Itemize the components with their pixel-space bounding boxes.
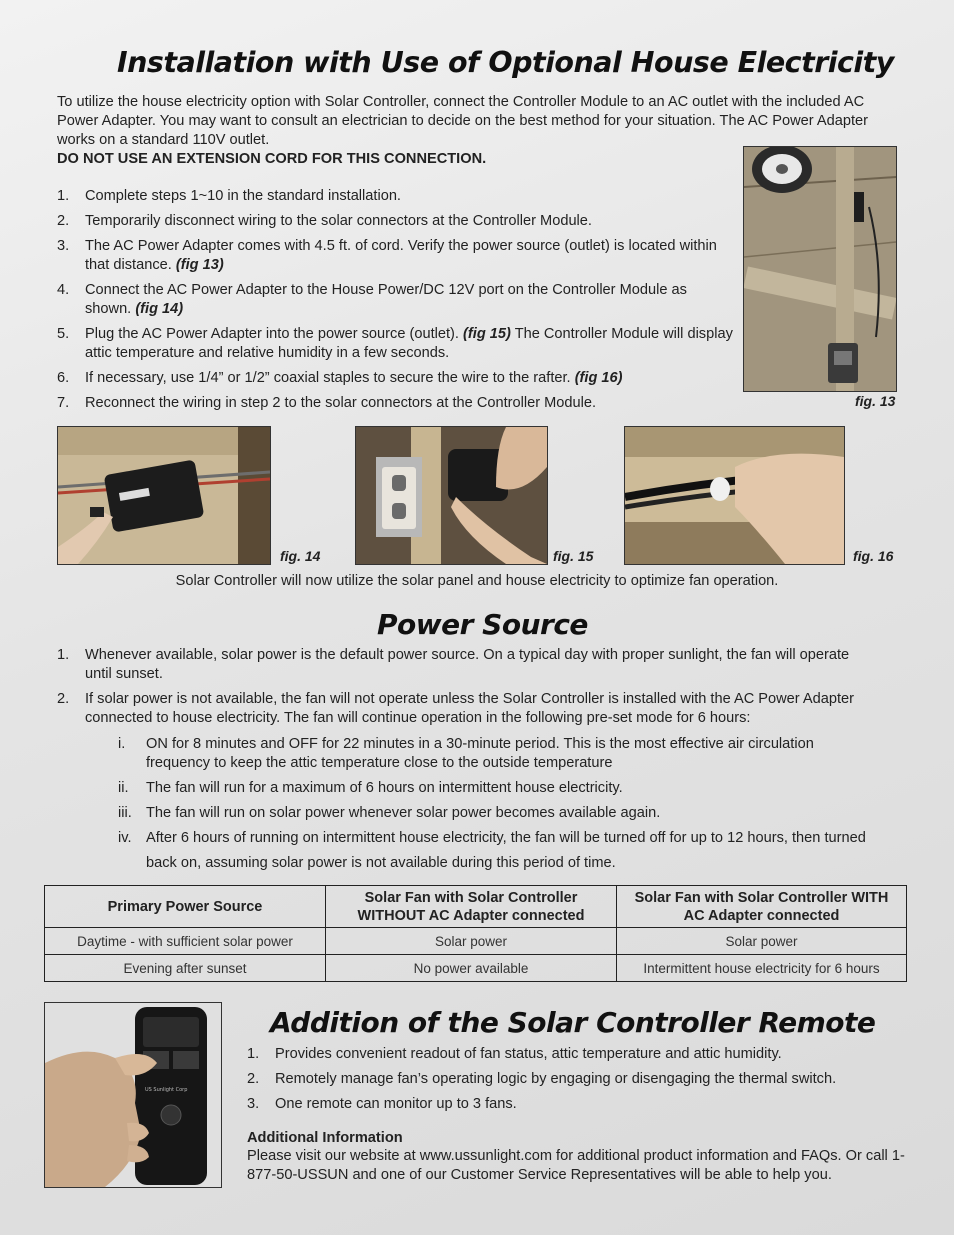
table-header: Primary Power Source (45, 886, 326, 928)
list-item: 2. Remotely manage fan’s operating logic by engaging or disengaging the thermal switch. (247, 1071, 837, 1087)
list-item: 3. The AC Power Adapter comes with 4.5 ft. of cord. Verify the power source (outlet) is located within that distance. (fig 13) (57, 238, 717, 273)
list-item: ii. The fan will run for a maximum of 6 hours on intermittent house electricity. (118, 780, 623, 796)
fig14-caption: fig. 14 (280, 548, 321, 564)
list-item: 7. Reconnect the wiring in step 2 to the solar connectors at the Controller Module. (57, 395, 597, 411)
intro-paragraph: To utilize the house electricity option with Solar Controller, connect the Controller Module to an AC outlet with the included AC Power Adapter. You may want to consult an electrician to decide on the best method for your situation. The AC Power Adapter works on a standard 110V outlet. (57, 94, 868, 148)
remote-heading: Addition of the Solar Controller Remote (270, 1006, 876, 1039)
remote-features-list (247, 1045, 927, 1120)
list-item: 1. Whenever available, solar power is the default power source. On a typical day with proper sunlight, the fan will operate until sunset. (57, 647, 850, 682)
fig-ref: (fig 15) (463, 326, 511, 342)
list-item: 6. If necessary, use 1/4” or 1/2” coaxial staples to secure the wire to the rafter. (fig 16) (57, 370, 623, 386)
fig13-caption: fig. 13 (855, 393, 896, 409)
list-item: iii. The fan will run on solar power whenever solar power becomes available again. (118, 805, 661, 821)
power-mode-sublist (118, 735, 878, 882)
list-item: 3. One remote can monitor up to 3 fans. (247, 1096, 517, 1112)
fig16-caption: fig. 16 (853, 548, 894, 564)
power-source-list (57, 646, 877, 734)
power-source-table (44, 885, 907, 982)
remote-brand-text: US Sunlight Corp (145, 1087, 188, 1093)
table-header: Solar Fan with Solar Controller WITH AC Adapter connected (617, 886, 907, 928)
list-item: 1. Provides convenient readout of fan status, attic temperature and attic humidity. (247, 1046, 782, 1062)
page-title: Installation with Use of Optional House Electricity (117, 46, 894, 79)
fig16-photo (624, 426, 845, 565)
fig15-caption: fig. 15 (553, 548, 594, 564)
table-cell: Evening after sunset (45, 955, 326, 982)
table-row (45, 928, 907, 955)
install-steps (57, 187, 737, 419)
list-item: i. ON for 8 minutes and OFF for 22 minutes in a 30-minute period. This is the most effective air circulation frequency to keep the attic temperature close to the outside temperature (118, 736, 814, 771)
table-header-row (45, 886, 907, 928)
power-source-heading: Power Source (377, 608, 588, 641)
table-header: Solar Fan with Solar Controller WITHOUT AC Adapter connected (326, 886, 617, 928)
table-cell: Intermittent house electricity for 6 hours (617, 955, 907, 982)
fig14-photo (57, 426, 271, 565)
list-item: 1. Complete steps 1~10 in the standard installation. (57, 188, 401, 204)
fig-ref: (fig 16) (574, 370, 623, 386)
list-item: iv. After 6 hours of running on intermittent house electricity, the fan will be turned off for up to 12 hours, then turned back on, assuming solar power is not available during this period of time. (118, 830, 866, 871)
table-cell: No power available (326, 955, 617, 982)
remote-photo (44, 1002, 222, 1188)
fig13-photo (743, 146, 897, 392)
list-item: 5. Plug the AC Power Adapter into the power source (outlet). (fig 15) The Controller Module will display attic temperature and relative humidity in a few seconds. (57, 326, 733, 361)
list-item: 4. Connect the AC Power Adapter to the House Power/DC 12V port on the Controller Module as shown. (fig 14) (57, 282, 687, 317)
warning-text: DO NOT USE AN EXTENSION CORD FOR THIS CONNECTION. (57, 151, 487, 167)
fig15-photo (355, 426, 548, 565)
table-row (45, 955, 907, 982)
fig-ref: (fig 14) (135, 301, 184, 317)
list-item: 2. Temporarily disconnect wiring to the solar connectors at the Controller Module. (57, 213, 592, 229)
table-cell: Daytime - with sufficient solar power (45, 928, 326, 955)
fig-ref: (fig 13) (175, 257, 224, 273)
conclusion-text: Solar Controller will now utilize the solar panel and house electricity to optimize fan operation. (175, 573, 779, 589)
table-cell: Solar power (617, 928, 907, 955)
table-cell: Solar power (326, 928, 617, 955)
additional-info-text: Please visit our website at www.ussunlight.com for additional product information and FAQs. Or call 1-877-50-USSUN and one of our Customer Service Representatives will be able to help you. (247, 1148, 905, 1183)
additional-info-heading: Additional Information (247, 1130, 403, 1146)
list-item: 2. If solar power is not available, the fan will not operate unless the Solar Controller is installed with the AC Power Adapter connected to house electricity. The fan will continue operation in the following pre-set mode for 6 hours: (57, 691, 855, 726)
